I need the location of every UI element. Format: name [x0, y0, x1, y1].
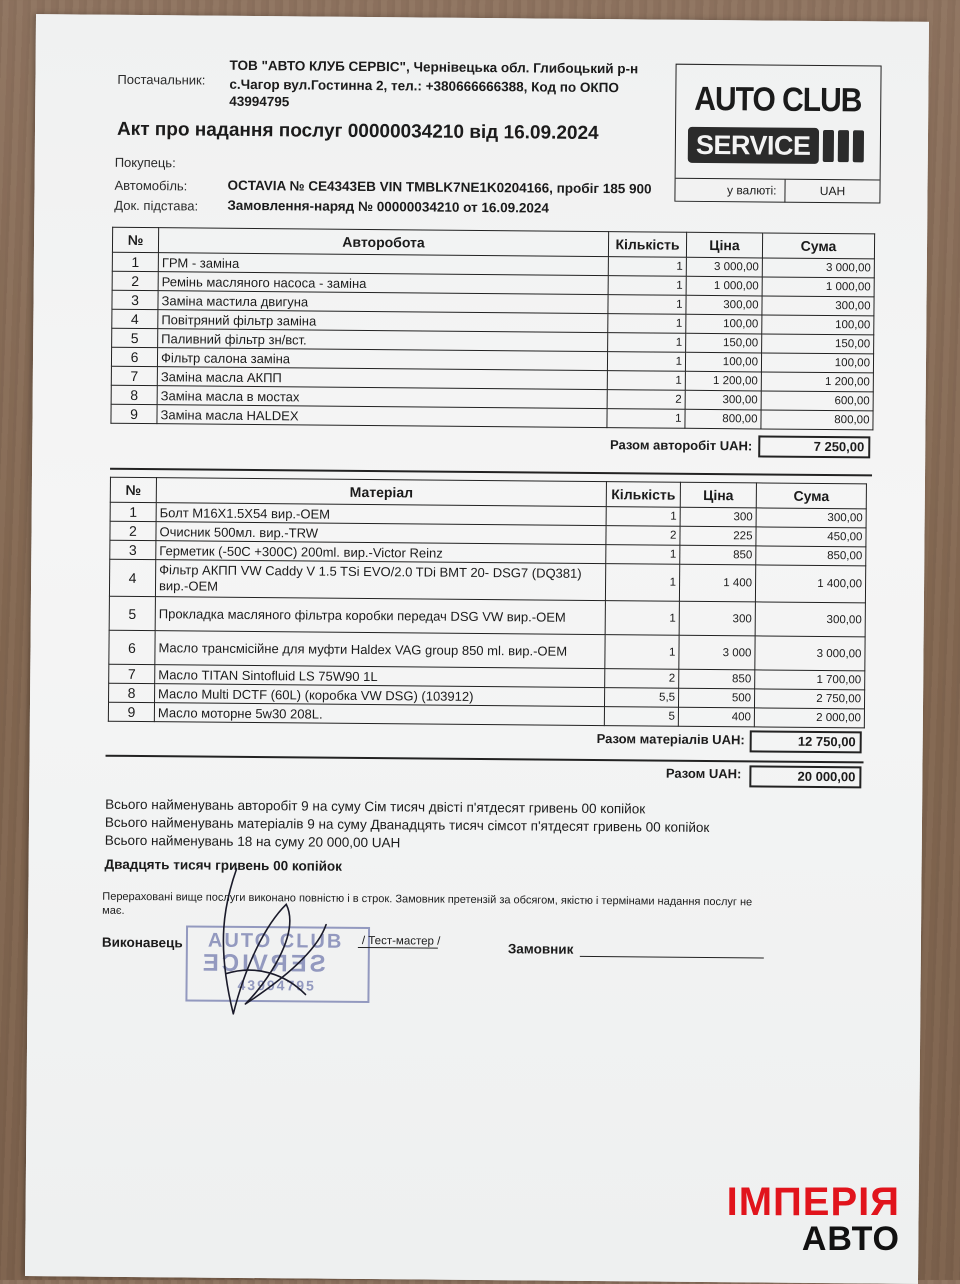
materials-total-label: Разом матеріалів UAH:	[596, 731, 745, 748]
logo-service-block	[688, 127, 864, 165]
currency-row	[675, 178, 879, 204]
stamp-line-1: AUTO CLUB	[207, 929, 344, 953]
stamp-line-3: 43994795	[237, 976, 316, 994]
works-cell-name: Заміна мастила двигуна	[158, 291, 608, 314]
works-cell-sum: 1 000,00	[762, 277, 874, 297]
materials-header-number: №	[110, 477, 156, 502]
supplier-line-2: с.Чагор вул.Гостинна 2, тел.: +380666666388, Код по ОКПО	[229, 76, 619, 96]
car-label: Автомобіль:	[114, 177, 188, 194]
materials-cell-qty: 5,5	[604, 688, 678, 708]
materials-cell-number: 2	[110, 521, 156, 540]
works-cell-price: 100,00	[685, 352, 761, 372]
works-cell-sum: 3 000,00	[762, 258, 874, 278]
works-cell-qty: 2	[607, 390, 685, 410]
materials-cell-number: 1	[110, 502, 156, 521]
currency-label: у валюті:	[675, 179, 785, 203]
works-cell-price: 1 200,00	[685, 371, 761, 391]
materials-header-price: Ціна	[680, 482, 756, 508]
works-cell-sum: 800,00	[761, 410, 873, 430]
works-header-price: Ціна	[686, 232, 762, 258]
supplier-line-1: ТОВ "АВТО КЛУБ СЕРВІС", Чернівецька обл. Глибоцький р-н	[229, 57, 639, 77]
works-cell-name: Паливний фільтр зн/вст.	[158, 329, 608, 352]
materials-cell-qty: 1	[605, 601, 679, 636]
materials-cell-price: 850	[680, 545, 756, 565]
summary-works-line: Всього найменувань авторобіт 9 на суму Сім тисяч двісті п'ятдесят гривень 00 копійок	[105, 796, 646, 817]
watermark-logo	[727, 1182, 900, 1256]
works-header-qty: Кількість	[608, 232, 686, 258]
materials-cell-sum: 3 000,00	[755, 636, 865, 671]
basis-value: Замовлення-наряд № 00000034210 от 16.09.2024	[227, 197, 550, 216]
works-cell-name: Повітряний фільтр заміна	[158, 310, 608, 333]
grand-total-label: Разом UAH:	[665, 765, 742, 782]
logo-auto-club-text: AUTO CLUB	[694, 80, 862, 120]
works-cell-name: ГРМ - заміна	[158, 253, 608, 276]
works-table	[110, 227, 875, 431]
works-cell-price: 800,00	[685, 409, 761, 429]
works-cell-price: 300,00	[685, 390, 761, 410]
currency-value: UAH	[819, 183, 846, 199]
section-divider-2	[106, 755, 864, 764]
works-cell-sum: 600,00	[761, 391, 873, 411]
materials-cell-number: 5	[109, 596, 155, 630]
materials-table	[108, 477, 867, 729]
works-cell-name: Заміна масла HALDEX	[157, 405, 607, 428]
materials-cell-name: Фільтр АКПП VW Caddy V 1.5 TSi EVO/2.0 TDi BMT 20- DSG7 (DQ381) вир.-OEM	[155, 560, 605, 601]
materials-cell-name: Масло моторне 5w30 208L.	[154, 703, 604, 726]
buyer-label: Покупець:	[114, 154, 176, 171]
materials-total-value: 12 750,00	[750, 730, 862, 753]
materials-cell-number: 4	[109, 559, 155, 596]
materials-cell-qty: 5	[604, 707, 678, 727]
materials-cell-number: 6	[109, 630, 155, 664]
materials-cell-price: 225	[680, 526, 756, 546]
grand-total-value: 20 000,00	[749, 765, 861, 788]
logo-bar-3	[852, 130, 863, 162]
materials-cell-number: 3	[110, 540, 156, 559]
materials-cell-price: 300	[679, 601, 755, 636]
materials-cell-price: 850	[679, 669, 755, 689]
works-cell-number: 3	[112, 290, 158, 309]
car-value: OCTAVIA № CE4343EB VIN TMBLK7NE1K0204166, пробіг 185 900	[227, 177, 652, 197]
logo-bar-1	[822, 130, 833, 162]
works-cell-price: 3 000,00	[686, 257, 762, 277]
materials-cell-qty: 1	[605, 564, 679, 602]
materials-cell-name: Болт M16X1.5X54 вир.-OEM	[156, 503, 606, 526]
works-cell-number: 9	[111, 404, 157, 423]
materials-cell-name: Очисник 500мл. вир.-TRW	[156, 522, 606, 545]
works-cell-number: 8	[111, 385, 157, 404]
works-cell-number: 7	[111, 366, 157, 385]
materials-cell-sum: 450,00	[756, 527, 866, 547]
works-total-value: 7 250,00	[758, 435, 870, 458]
document-title: Акт про надання послуг 00000034210 від 16.09.2024	[116, 118, 599, 145]
materials-cell-price: 1 400	[679, 564, 755, 602]
materials-cell-qty: 1	[605, 635, 679, 670]
materials-cell-number: 7	[109, 664, 155, 683]
materials-cell-price: 500	[678, 688, 754, 708]
logo-service-text: SERVICE	[688, 127, 819, 164]
materials-cell-sum: 300,00	[755, 602, 865, 637]
works-cell-name: Заміна масла в мостах	[157, 386, 607, 409]
executor-label: Виконавець	[101, 934, 183, 951]
works-cell-number: 6	[111, 347, 157, 366]
works-cell-number: 5	[112, 328, 158, 347]
materials-cell-number: 8	[109, 683, 155, 702]
materials-cell-qty: 1	[606, 545, 680, 565]
works-cell-number: 4	[112, 309, 158, 328]
works-cell-price: 150,00	[686, 333, 762, 353]
works-cell-sum: 100,00	[761, 353, 873, 373]
works-cell-sum: 150,00	[762, 334, 874, 354]
works-cell-qty: 1	[607, 409, 685, 429]
customer-label: Замовник	[507, 941, 574, 957]
materials-cell-name: Масло трансмісійне для муфти Haldex VAG group 850 ml. вир.-OEM	[155, 631, 605, 669]
materials-cell-sum: 850,00	[756, 546, 866, 566]
works-header-sum: Сума	[762, 233, 874, 259]
materials-cell-sum: 1 400,00	[755, 565, 865, 603]
section-divider	[110, 468, 872, 477]
summary-materials-line: Всього найменувань матеріалів 9 на суму Дванадцять тисяч сімсот п'ятдесят гривень 00 копійок	[104, 814, 710, 836]
amount-in-words: Двадцять тисяч гривень 00 копійок	[104, 856, 343, 874]
works-cell-number: 2	[112, 271, 158, 290]
materials-cell-name: Масло TITAN Sintofluid LS 75W90 1L	[155, 665, 605, 688]
works-cell-number: 1	[112, 252, 158, 271]
works-total-label: Разом авторобіт UAH:	[609, 437, 753, 454]
works-cell-sum: 100,00	[762, 315, 874, 335]
supplier-label: Постачальник:	[117, 71, 206, 88]
watermark-line-1: ІМПЕРІЯ	[726, 1180, 900, 1224]
materials-header-qty: Кількість	[606, 482, 680, 508]
materials-cell-sum: 1 700,00	[755, 670, 865, 690]
materials-cell-name: Прокладка масляного фільтра коробки передач DSG VW вир.-OEM	[155, 597, 605, 635]
watermark-line-2: АВТО	[801, 1220, 900, 1258]
materials-cell-name: Масло Multi DCTF (60L) (коробка VW DSG) (103912)	[155, 684, 605, 707]
works-cell-price: 300,00	[686, 295, 762, 315]
supplier-line-3: 43994795	[229, 93, 290, 110]
works-cell-qty: 1	[608, 295, 686, 315]
signature-scribble	[205, 864, 336, 1025]
materials-cell-qty: 2	[605, 669, 679, 689]
acceptance-note: Перераховані вище послуги виконано повністю і в строк. Замовник претензій за обсягом, якістю і термінами надання послуг не має.	[102, 890, 753, 917]
materials-cell-sum: 2 000,00	[754, 708, 864, 728]
basis-label: Док. підстава:	[114, 197, 199, 214]
materials-header-name: Матеріал	[156, 478, 606, 507]
works-cell-qty: 1	[608, 276, 686, 296]
works-cell-name: Ремінь масляного насоса - заміна	[158, 272, 608, 295]
document-page	[25, 14, 929, 1284]
materials-cell-price: 300	[680, 507, 756, 527]
works-header-name: Авторобота	[158, 228, 608, 257]
materials-cell-sum: 2 750,00	[754, 689, 864, 709]
works-cell-name: Заміна масла АКПП	[157, 367, 607, 390]
materials-cell-sum: 300,00	[756, 508, 866, 528]
summary-total-line: Всього найменувань 18 на суму 20 000,00 UAH	[104, 832, 401, 851]
materials-header-sum: Сума	[756, 483, 866, 509]
materials-cell-price: 400	[678, 707, 754, 727]
executor-role: / Тест-мастер /	[361, 934, 441, 948]
materials-cell-price: 3 000	[679, 635, 755, 670]
works-cell-price: 1 000,00	[686, 276, 762, 296]
stamp-line-2: SERVICE	[199, 949, 326, 978]
works-cell-qty: 1	[608, 314, 686, 334]
works-cell-qty: 1	[608, 333, 686, 353]
logo-bar-2	[837, 130, 848, 162]
works-header-number: №	[112, 227, 158, 252]
works-cell-qty: 1	[607, 352, 685, 372]
works-cell-sum: 300,00	[762, 296, 874, 316]
works-cell-price: 100,00	[686, 314, 762, 334]
customer-signature-line	[580, 956, 764, 959]
materials-cell-name: Герметик (-50C +300C) 200ml. вир.-Victor Reinz	[156, 541, 606, 564]
works-cell-qty: 1	[608, 257, 686, 277]
materials-cell-qty: 2	[606, 526, 680, 546]
works-cell-qty: 1	[607, 371, 685, 391]
materials-cell-number: 9	[108, 702, 154, 721]
materials-cell-qty: 1	[606, 507, 680, 527]
company-logo-box	[674, 64, 881, 204]
works-cell-name: Фільтр салона заміна	[157, 348, 607, 371]
works-cell-sum: 1 200,00	[761, 372, 873, 392]
